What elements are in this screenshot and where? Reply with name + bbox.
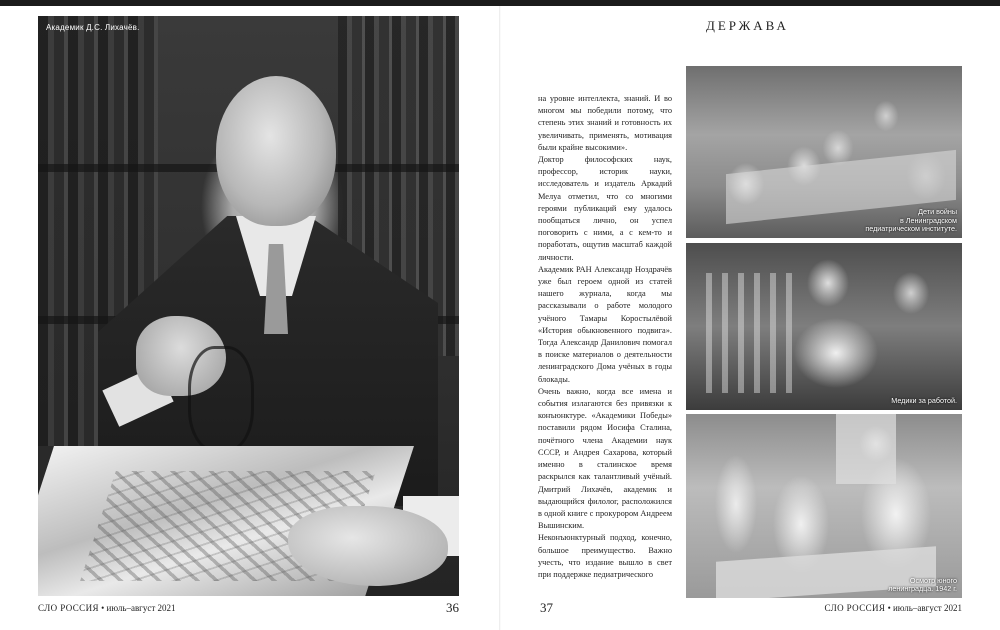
footer-magazine-name: СЛО РОССИЯ [824, 603, 886, 613]
photo-children-of-war [686, 66, 962, 238]
caption-line: ленинградца. 1942 г. [888, 584, 957, 594]
page-number-right: 37 [540, 600, 553, 615]
footer-issue: июль–август 2021 [106, 603, 176, 613]
photo-medics-at-work [686, 243, 962, 410]
article-paragraph: на уровне интеллекта, знаний. И во многом мы победили потому, что степень этих знаний и готовность их увеличивать, применять, мотивация были крайне высокими». [538, 94, 672, 152]
article-paragraph: Академик РАН Александр Ноздрачёв уже был героем одной из статей нашего журнала, когда мы рассказывали о работе молодого учёного Тамары Коростылёвой «История обыкновенного подвига». Тогда Александр Данилович помогал в поиске материалов о деятельности ленинградского Дома учёных в годы блокады. [538, 264, 672, 384]
page-number-left: 36 [446, 600, 459, 615]
footer-magazine-name: СЛО РОССИЯ [38, 603, 99, 613]
main-photo-caption: Академик Д.С. Лихачёв. [46, 23, 140, 32]
photo-caption [865, 208, 957, 234]
caption-line: Медики за работой. [891, 396, 957, 406]
footer-left [38, 603, 176, 613]
caption-line: педиатрическом институте. [865, 224, 957, 234]
article-paragraph: Доктор философских наук, профессор, историк науки, исследователь и издатель Аркадий Мелуа отметил, что со многими героями публикаций ему удалось пообщаться лично, он успел поговорить с ними, а с кем-то и поработать, ощутив масштаб каждой личности. [538, 155, 672, 262]
photo-medical-examination [686, 414, 962, 598]
portrait-head [216, 76, 336, 226]
section-title: ДЕРЖАВА [706, 18, 789, 33]
photo-caption [891, 397, 957, 406]
eyeglasses [188, 346, 254, 452]
caption-line: в Ленинградском [899, 215, 957, 225]
window [836, 414, 896, 484]
footer-issue: июль–август 2021 [892, 603, 962, 613]
footer-bullet: • [887, 603, 891, 613]
lab-glassware [706, 273, 796, 393]
main-portrait-photo [38, 16, 459, 596]
caption-line: Осмотр юного [909, 575, 957, 585]
photo-caption [888, 577, 957, 594]
caption-line: Дети войны [918, 207, 957, 217]
page-gutter [499, 6, 501, 630]
article-paragraph: Неконъюнктурный подход, конечно, большое преимущество. Важно учесть, что издание вышло в свет при поддержке педиатрического [538, 533, 672, 579]
footer-bullet: • [101, 603, 105, 613]
footer-right [824, 603, 962, 613]
article-paragraph: Очень важно, когда все имена и события излагаются без привязки к конъюнктуре. «Академики Победы» поставили рядом Иосифа Сталина, почётного члена Академии наук СССР, и Андрея Сахарова, который именно в сталинское время раскрылся как талантливый учёный. Дмитрий Лихачёв, академик и выдающийся филолог, расположился в одной книге с прокурором Андреем Вышинским. [538, 386, 672, 531]
article-column [538, 93, 672, 581]
